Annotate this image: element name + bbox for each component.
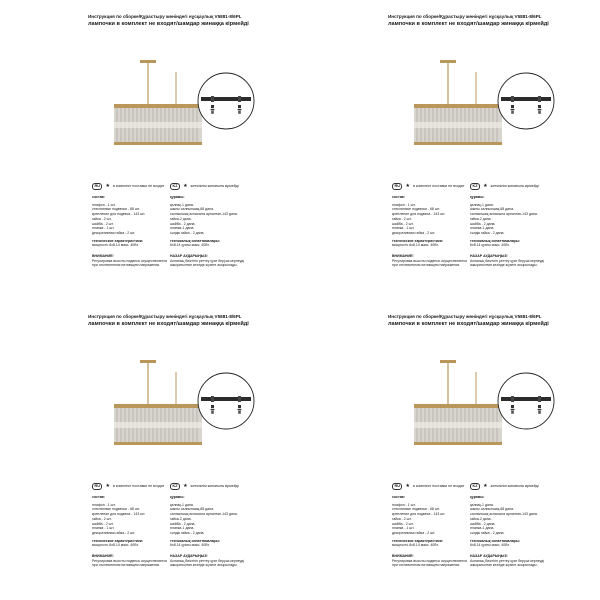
ru-item: декоративная гайка - 2 шт. xyxy=(92,230,136,235)
star-icon: ★ xyxy=(483,482,488,489)
ru-item: плафон - 1 шт. xyxy=(392,202,416,207)
kz-item: сәндік гайка - 2 дана. xyxy=(170,530,205,535)
chandelier-illustration xyxy=(112,60,204,160)
kz-not-included-note: жеткізілім жинағына кірмейді xyxy=(190,484,239,488)
ru-warning-text: Регулировка высоты подвеса осуществляется xyxy=(92,558,168,563)
kz-item: шайба - 2 дана. xyxy=(470,521,496,526)
kz-item: сәндік гайка - 2 дана. xyxy=(170,230,205,235)
ru-badge: RU xyxy=(92,483,102,490)
ru-item: шайба - 2 шт. xyxy=(392,521,414,526)
ru-lang-row xyxy=(92,482,164,490)
ru-item: гайка - 2 шт. xyxy=(92,516,112,521)
model-number: V5881-8/6PL xyxy=(214,14,242,19)
ru-composition-label: состав: xyxy=(92,195,105,199)
ru-composition-label: состав: xyxy=(392,495,405,499)
kz-not-included-note: жеткізілім жинағына кірмейді xyxy=(190,184,239,188)
ru-item: планка - 1 шт. xyxy=(392,226,415,231)
ru-specs-label: технические характеристики: xyxy=(392,538,444,543)
ru-lang-row xyxy=(92,182,164,190)
instruction-sheet xyxy=(300,300,600,600)
kz-item: шайба - 2 дана. xyxy=(470,221,496,226)
ru-item: крепление для подвеса - 143 шт. xyxy=(92,212,146,217)
ru-warning-text: при отключенном питающем напряжении. xyxy=(92,263,161,267)
kz-specs-label: техникалық сипаттамалары: xyxy=(470,538,520,543)
ru-item: декоративная гайка - 2 шт. xyxy=(92,530,136,535)
kz-specs: 6х8.14 қуаты макс. 40Вт. xyxy=(470,243,510,248)
crystal-panel xyxy=(414,408,502,442)
kz-item: салпыншақ аспасына арналған-143 дана. xyxy=(170,512,238,517)
chandelier-illustration xyxy=(412,360,504,460)
mounting-bar xyxy=(501,97,551,101)
kz-item: шыны салпыншақ-68 дана. xyxy=(170,207,214,212)
title-line-2: лампочки в комплект не входят/шамдар жинаққа кірмейді xyxy=(88,321,249,327)
sheet-title xyxy=(88,13,298,28)
lamp-bottom-frame xyxy=(114,442,202,445)
mounting-bar xyxy=(201,97,251,101)
crystal-panel xyxy=(114,408,202,442)
ru-warning-label: ВНИМАНИЕ! xyxy=(92,554,114,558)
kz-item: салпыншақ аспасына арналған-143 дана. xyxy=(470,512,538,517)
ru-warning-text: при отключенном питающем напряжении. xyxy=(392,263,461,267)
lamp-top-frame xyxy=(414,104,502,108)
kz-badge: KZ xyxy=(170,483,180,490)
ru-warning xyxy=(92,254,176,268)
ru-item: гайка - 2 шт. xyxy=(92,216,112,221)
ru-composition-label: состав: xyxy=(92,495,105,499)
ru-specs-label: технические характеристики: xyxy=(92,238,144,243)
kz-warning-text: ажыратылған кезінде жүзеге асырылады. xyxy=(170,563,238,567)
star-icon: ★ xyxy=(183,482,188,489)
kz-specs-label: техникалық сипаттамалары: xyxy=(170,538,220,543)
mounting-bar-detail xyxy=(497,72,555,130)
model-number: V5881-8/6PL xyxy=(514,314,542,319)
kz-item: сәндік гайка - 2 дана. xyxy=(470,230,505,235)
ru-specs-label: технические характеристики: xyxy=(392,238,444,243)
ru-item: стеклянные подвески - 68 шт. xyxy=(92,507,140,512)
ru-lang-row xyxy=(392,182,464,190)
kz-composition xyxy=(170,195,254,248)
kz-badge: KZ xyxy=(470,483,480,490)
kz-specs: 6х8.14 қуаты макс. 40Вт. xyxy=(470,543,510,548)
kz-specs-label: техникалық сипаттамалары: xyxy=(170,238,220,243)
kz-lang-row xyxy=(470,182,539,190)
ru-specs: мощность 6х8.14 макс. 40Вт. xyxy=(392,543,439,548)
ru-item: декоративная гайка - 2 шт. xyxy=(392,530,436,535)
model-number: V5881-8/6PL xyxy=(214,314,242,319)
lamp-top-frame xyxy=(114,104,202,108)
kz-warning xyxy=(470,254,554,268)
ru-badge: RU xyxy=(392,483,402,490)
ru-item: крепление для подвеса - 143 шт. xyxy=(92,512,146,517)
kz-composition xyxy=(170,495,254,548)
kz-item: планка-1 дана. xyxy=(170,226,195,231)
mounting-bar-detail xyxy=(197,372,255,430)
kz-lang-row xyxy=(170,482,239,490)
sheet-title xyxy=(88,313,298,328)
title-line-1: Инструкция по сборке/Құрастыру жөніндегі нұсқаулық xyxy=(388,14,514,19)
kz-not-included-note: жеткізілім жинағына кірмейді xyxy=(490,184,539,188)
ru-warning xyxy=(392,254,476,268)
kz-item: қалпақ-1 дана. xyxy=(170,502,194,507)
ru-not-included-note: в комплект поставки не входит xyxy=(412,184,465,188)
lamp-bottom-frame xyxy=(414,142,502,145)
ru-item: стеклянные подвески - 68 шт. xyxy=(392,507,440,512)
star-icon: ★ xyxy=(105,182,110,189)
kz-warning xyxy=(170,554,254,568)
kz-item: планка-1 дана. xyxy=(470,226,495,231)
ru-badge: RU xyxy=(92,183,102,190)
ru-warning-text: Регулировка высоты подвеса осуществляется xyxy=(392,258,468,263)
kz-item: гайка-2 дана. xyxy=(470,216,492,221)
kz-badge: KZ xyxy=(470,183,480,190)
kz-warning-text: Аспаның биіктігін реттеу қуат беруші кернеуді xyxy=(170,258,245,263)
sheet-title xyxy=(388,313,598,328)
ru-item: плафон - 1 шт. xyxy=(92,502,116,507)
ru-item: планка - 1 шт. xyxy=(392,526,415,531)
ru-warning-text: Регулировка высоты подвеса осуществляется xyxy=(392,558,468,563)
mounting-bar xyxy=(501,397,551,401)
title-line-2: лампочки в комплект не входят/шамдар жинаққа кірмейді xyxy=(88,21,249,27)
star-icon: ★ xyxy=(483,182,488,189)
kz-composition-label: құрамы: xyxy=(470,495,485,499)
mounting-bar-detail xyxy=(197,72,255,130)
ru-item: планка - 1 шт. xyxy=(92,526,115,531)
ru-not-included-note: в комплект поставки не входит xyxy=(112,484,165,488)
chandelier-illustration xyxy=(412,60,504,160)
ru-lang-row xyxy=(392,482,464,490)
ru-warning-label: ВНИМАНИЕ! xyxy=(392,254,414,258)
ru-composition-label: состав: xyxy=(392,195,405,199)
ru-item: плафон - 1 шт. xyxy=(392,502,416,507)
kz-item: шыны салпыншақ-68 дана. xyxy=(470,507,514,512)
kz-item: гайка-2 дана. xyxy=(170,516,192,521)
lamp-top-frame xyxy=(114,404,202,408)
instruction-sheet xyxy=(300,0,600,300)
ru-item: шайба - 2 шт. xyxy=(392,221,414,226)
kz-warning-text: Аспаның биіктігін реттеу қуат беруші кернеуді xyxy=(170,558,245,563)
ceiling-canopy xyxy=(440,60,456,63)
star-icon: ★ xyxy=(183,182,188,189)
kz-item: қалпақ-1 дана. xyxy=(470,202,494,207)
kz-specs-label: техникалық сипаттамалары: xyxy=(470,238,520,243)
mounting-bar xyxy=(201,397,251,401)
ru-item: гайка - 2 шт. xyxy=(392,516,412,521)
ru-item: гайка - 2 шт. xyxy=(392,216,412,221)
kz-warning-label: НАЗАР АУДАРЫҢЫЗ! xyxy=(470,554,508,558)
ru-warning-label: ВНИМАНИЕ! xyxy=(392,554,414,558)
ru-warning-text: при отключенном питающем напряжении. xyxy=(392,563,461,567)
model-number: V5881-8/6PL xyxy=(514,14,542,19)
kz-warning-text: Аспаның биіктігін реттеу қуат беруші кернеуді xyxy=(470,558,545,563)
kz-warning-label: НАЗАР АУДАРЫҢЫЗ! xyxy=(170,554,208,558)
kz-badge: KZ xyxy=(170,183,180,190)
ru-item: шайба - 2 шт. xyxy=(92,221,114,226)
sheet-title xyxy=(388,13,598,28)
ru-warning xyxy=(392,554,476,568)
instruction-sheet xyxy=(0,300,300,600)
ceiling-canopy xyxy=(140,60,156,63)
ru-specs: мощность 6х8.14 макс. 40Вт. xyxy=(92,243,139,248)
title-line-1: Инструкция по сборке/Құрастыру жөніндегі нұсқаулық xyxy=(88,14,214,19)
ru-specs: мощность 6х8.14 макс. 40Вт. xyxy=(92,543,139,548)
kz-item: қалпақ-1 дана. xyxy=(170,202,194,207)
star-icon: ★ xyxy=(405,482,410,489)
kz-specs: 6х8.14 қуаты макс. 40Вт. xyxy=(170,543,210,548)
ru-item: стеклянные подвески - 68 шт. xyxy=(392,207,440,212)
ru-composition xyxy=(392,495,476,548)
kz-warning xyxy=(170,254,254,268)
kz-composition xyxy=(470,195,554,248)
ceiling-canopy xyxy=(140,360,156,363)
kz-specs: 6х8.14 қуаты макс. 40Вт. xyxy=(170,243,210,248)
kz-composition-label: құрамы: xyxy=(170,495,185,499)
kz-item: сәндік гайка - 2 дана. xyxy=(470,530,505,535)
ru-composition xyxy=(92,495,176,548)
kz-warning-text: ажыратылған кезінде жүзеге асырылады. xyxy=(470,263,538,267)
kz-item: шыны салпыншақ-68 дана. xyxy=(170,507,214,512)
kz-warning-label: НАЗАР АУДАРЫҢЫЗ! xyxy=(470,254,508,258)
kz-item: салпыншақ аспасына арналған-143 дана. xyxy=(170,212,238,217)
title-line-1: Инструкция по сборке/Құрастыру жөніндегі нұсқаулық xyxy=(88,314,214,319)
ru-warning-label: ВНИМАНИЕ! xyxy=(92,254,114,258)
ru-item: плафон - 1 шт. xyxy=(92,202,116,207)
crystal-panel xyxy=(414,108,502,142)
ru-item: крепление для подвеса - 143 шт. xyxy=(392,212,446,217)
ru-item: декоративная гайка - 2 шт. xyxy=(392,230,436,235)
ru-item: шайба - 2 шт. xyxy=(92,521,114,526)
kz-lang-row xyxy=(470,482,539,490)
kz-item: гайка-2 дана. xyxy=(470,516,492,521)
ru-specs-label: технические характеристики: xyxy=(92,538,144,543)
kz-item: планка-1 дана. xyxy=(470,526,495,531)
ru-composition xyxy=(392,195,476,248)
star-icon: ★ xyxy=(105,482,110,489)
title-line-2: лампочки в комплект не входят/шамдар жинаққа кірмейді xyxy=(388,321,549,327)
ru-warning-text: при отключенном питающем напряжении. xyxy=(92,563,161,567)
kz-item: салпыншақ аспасына арналған-143 дана. xyxy=(470,212,538,217)
crystal-panel xyxy=(114,108,202,142)
star-icon: ★ xyxy=(405,182,410,189)
kz-lang-row xyxy=(170,182,239,190)
ru-warning xyxy=(92,554,176,568)
ru-item: планка - 1 шт. xyxy=(92,226,115,231)
kz-warning xyxy=(470,554,554,568)
kz-warning-text: Аспаның биіктігін реттеу қуат беруші кернеуді xyxy=(470,258,545,263)
title-line-2: лампочки в комплект не входят/шамдар жинаққа кірмейді xyxy=(388,21,549,27)
title-line-1: Инструкция по сборке/Құрастыру жөніндегі нұсқаулық xyxy=(388,314,514,319)
ru-item: крепление для подвеса - 143 шт. xyxy=(392,512,446,517)
ru-warning-text: Регулировка высоты подвеса осуществляется xyxy=(92,258,168,263)
kz-composition-label: құрамы: xyxy=(170,195,185,199)
kz-warning-text: ажыратылған кезінде жүзеге асырылады. xyxy=(170,263,238,267)
kz-warning-text: ажыратылған кезінде жүзеге асырылады. xyxy=(470,563,538,567)
kz-item: шайба - 2 дана. xyxy=(170,521,196,526)
lamp-bottom-frame xyxy=(114,142,202,145)
lamp-top-frame xyxy=(414,404,502,408)
ru-badge: RU xyxy=(392,183,402,190)
ru-composition xyxy=(92,195,176,248)
ceiling-canopy xyxy=(440,360,456,363)
kz-item: шыны салпыншақ-68 дана. xyxy=(470,207,514,212)
chandelier-illustration xyxy=(112,360,204,460)
kz-item: қалпақ-1 дана. xyxy=(470,502,494,507)
lamp-bottom-frame xyxy=(414,442,502,445)
kz-item: гайка-2 дана. xyxy=(170,216,192,221)
kz-not-included-note: жеткізілім жинағына кірмейді xyxy=(490,484,539,488)
ru-not-included-note: в комплект поставки не входит xyxy=(112,184,165,188)
mounting-bar-detail xyxy=(497,372,555,430)
kz-item: планка-1 дана. xyxy=(170,526,195,531)
kz-composition-label: құрамы: xyxy=(470,195,485,199)
kz-warning-label: НАЗАР АУДАРЫҢЫЗ! xyxy=(170,254,208,258)
ru-item: стеклянные подвески - 68 шт. xyxy=(92,207,140,212)
kz-composition xyxy=(470,495,554,548)
ru-not-included-note: в комплект поставки не входит xyxy=(412,484,465,488)
instruction-sheet xyxy=(0,0,300,300)
ru-specs: мощность 6х8.14 макс. 40Вт. xyxy=(392,243,439,248)
kz-item: шайба - 2 дана. xyxy=(170,221,196,226)
